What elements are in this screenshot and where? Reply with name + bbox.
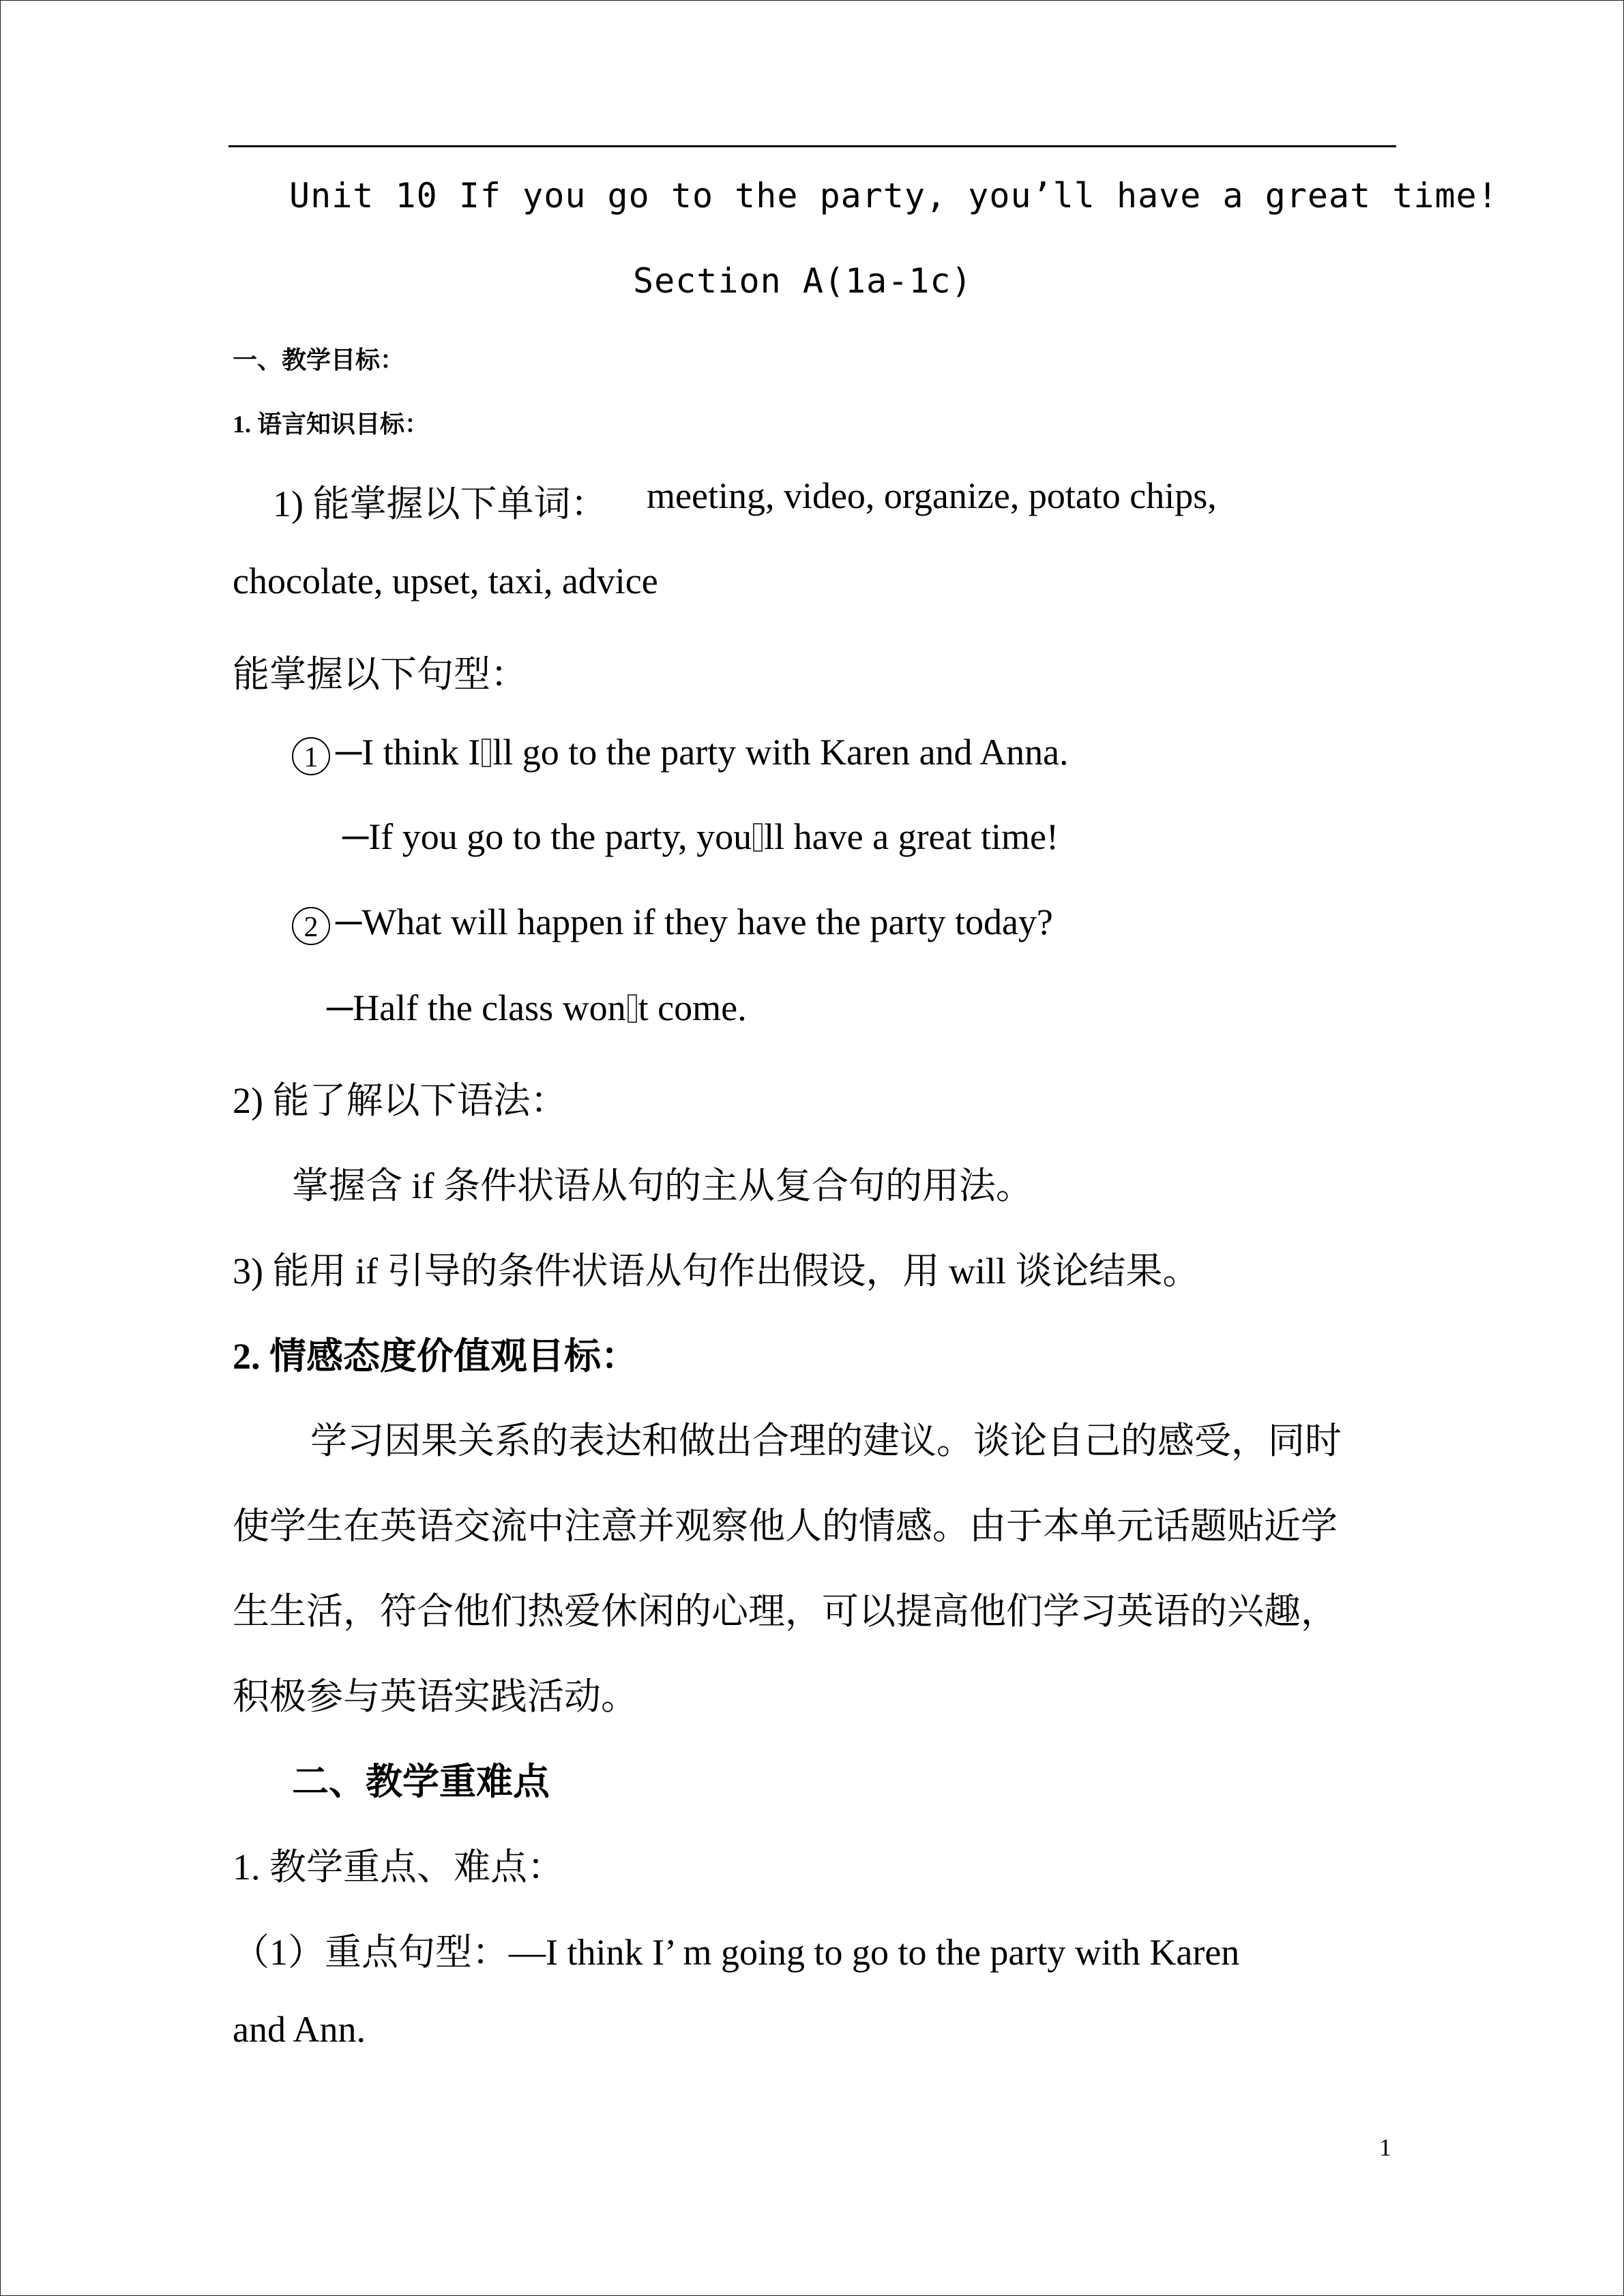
paragraph-line-2: 使学生在英语交流中注意并观察他人的情感。由于本单元话题贴近学 bbox=[233, 1506, 1338, 1547]
subheading-affective-goals: 2. 情感态度价值观目标： bbox=[233, 1336, 638, 1377]
dialog1-line-a-end: ll go to the party with Karen and Anna. bbox=[492, 732, 1069, 773]
item3-text: 3) 能用 if 引导的条件状语从句作出假设，用 will 谈论结果。 bbox=[233, 1251, 1200, 1292]
key-pattern-line-1: （1）重点句型：—I think I’ m going to go to the party with Karen bbox=[233, 1932, 1240, 1973]
item1-words-continued: chocolate, upset, taxi, advice bbox=[233, 561, 658, 601]
dialog1-line-a-start: ─I think I bbox=[336, 732, 481, 773]
key-pattern-line-2: and Ann. bbox=[233, 2009, 366, 2050]
circled-number-1: 1 bbox=[292, 737, 330, 775]
subheading-key-difficult-points: 1. 教学重点、难点： bbox=[233, 1847, 564, 1888]
dialog1-line-b-start: ─If you go to the party, you bbox=[342, 816, 752, 857]
dialog2-line-b-end: t come. bbox=[638, 987, 747, 1028]
item2-detail: 掌握含 if 条件状语从句的主从复合句的用法。 bbox=[292, 1165, 1033, 1206]
dialog2-line-a-text: ─What will happen if they have the party today? bbox=[336, 901, 1053, 942]
paragraph-line-1: 学习因果关系的表达和做出合理的建议。谈论自己的感受，同时 bbox=[310, 1420, 1342, 1461]
section-heading-key-points: 二、教学重难点 bbox=[292, 1761, 550, 1802]
dialog1-line-b-end: ll have a great time! bbox=[764, 816, 1059, 857]
item1-words: meeting, video, organize, potato chips, bbox=[647, 475, 1217, 516]
section-heading-objectives: 一、教学目标： bbox=[233, 346, 405, 374]
dialog1-line-b bbox=[342, 816, 1059, 858]
circled-number-2: 2 bbox=[292, 907, 330, 945]
paragraph-line-4: 积极参与英语实践活动。 bbox=[233, 1676, 638, 1717]
dialog2-line-b-start: ─Half the class won bbox=[327, 987, 626, 1028]
document-title: Unit 10 If you go to the party, you’ll have a great time! bbox=[289, 176, 1498, 215]
header-rule bbox=[228, 145, 1396, 147]
item1-prefix: 1) 能掌握以下单词： bbox=[273, 483, 608, 524]
missing-glyph-icon bbox=[628, 994, 637, 1023]
document-subtitle: Section A(1a-1c) bbox=[633, 261, 973, 301]
dialog1-line-a bbox=[292, 731, 1069, 775]
patterns-label: 能掌握以下句型： bbox=[233, 654, 527, 695]
missing-glyph-icon bbox=[482, 739, 491, 767]
item2-heading: 2) 能了解以下语法： bbox=[233, 1080, 567, 1121]
dialog2-line-a bbox=[292, 901, 1053, 945]
dialog2-line-b bbox=[327, 987, 747, 1029]
missing-glyph-icon bbox=[753, 823, 763, 852]
page-number: 1 bbox=[1379, 2134, 1391, 2161]
paragraph-line-3: 生生活，符合他们热爱休闲的心理，可以提高他们学习英语的兴趣， bbox=[233, 1591, 1338, 1632]
subheading-language-knowledge: 1. 语言知识目标： bbox=[233, 411, 430, 438]
